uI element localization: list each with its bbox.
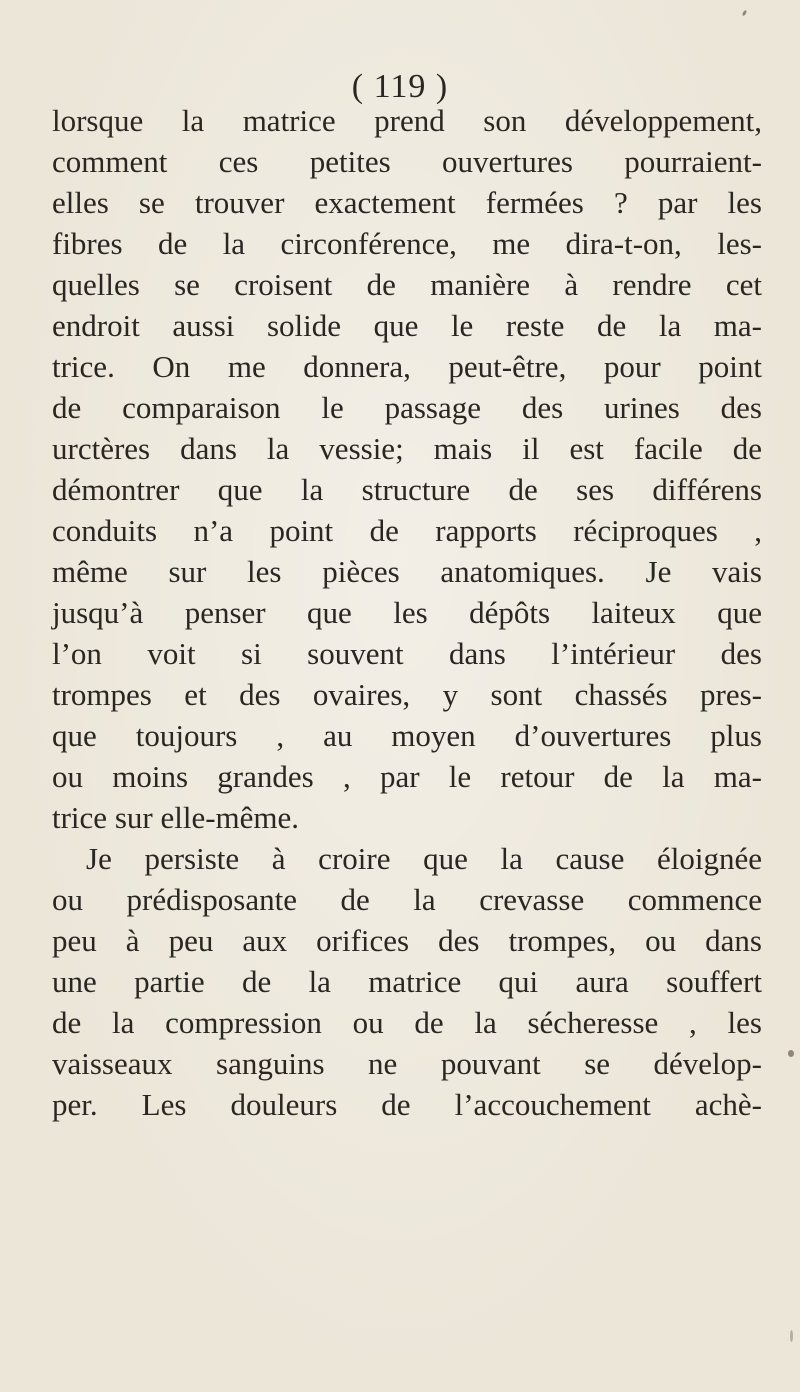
text-line: démontrer que la structure de ses différens [52, 472, 762, 507]
text-line: fibres de la circonférence, me dira-t-on, les- [52, 226, 762, 261]
text-line: conduits n’a point de rapports réciproques , [52, 513, 762, 548]
text-line: jusqu’à penser que les dépôts laiteux que [52, 595, 762, 630]
text-line: per. Les douleurs de l’accouchement achè- [52, 1087, 762, 1122]
text-line: urctères dans la vessie; mais il est facile de [52, 431, 762, 466]
text-line: ou prédisposante de la crevasse commence [52, 882, 762, 917]
text-line: même sur les pièces anatomiques. Je vais [52, 554, 762, 589]
text-line: de la compression ou de la sécheresse , les [52, 1005, 762, 1040]
text-line: endroit aussi solide que le reste de la ma- [52, 308, 762, 343]
text-line: comment ces petites ouvertures pourraient- [52, 144, 762, 179]
text-line: vaisseaux sanguins ne pouvant se dévelop- [52, 1046, 762, 1081]
text-line: de comparaison le passage des urines des [52, 390, 762, 425]
text-line: quelles se croisent de manière à rendre cet [52, 267, 762, 302]
text-line: ou moins grandes , par le retour de la ma- [52, 759, 762, 794]
text-line: trompes et des ovaires, y sont chassés pres- [52, 677, 762, 712]
text-line: l’on voit si souvent dans l’intérieur des [52, 636, 762, 671]
text-line: elles se trouver exactement fermées ? par les [52, 185, 762, 220]
text-line: peu à peu aux orifices des trompes, ou dans [52, 923, 762, 958]
paper-speck [790, 1330, 793, 1342]
text-line: lorsque la matrice prend son développement, [52, 103, 762, 138]
paper-speck [788, 1050, 794, 1057]
paper-speck [742, 10, 748, 17]
text-line: une partie de la matrice qui aura souffert [52, 964, 762, 999]
text-line: trice. On me donnera, peut-être, pour point [52, 349, 762, 384]
paragraph-start-line: Je persiste à croire que la cause éloignée [86, 841, 762, 876]
text-line: trice sur elle-même. [52, 800, 300, 835]
text-line: que toujours , au moyen d’ouvertures plus [52, 718, 762, 753]
body-text [52, 100, 762, 1125]
page-number: ( 119 ) [351, 68, 449, 105]
